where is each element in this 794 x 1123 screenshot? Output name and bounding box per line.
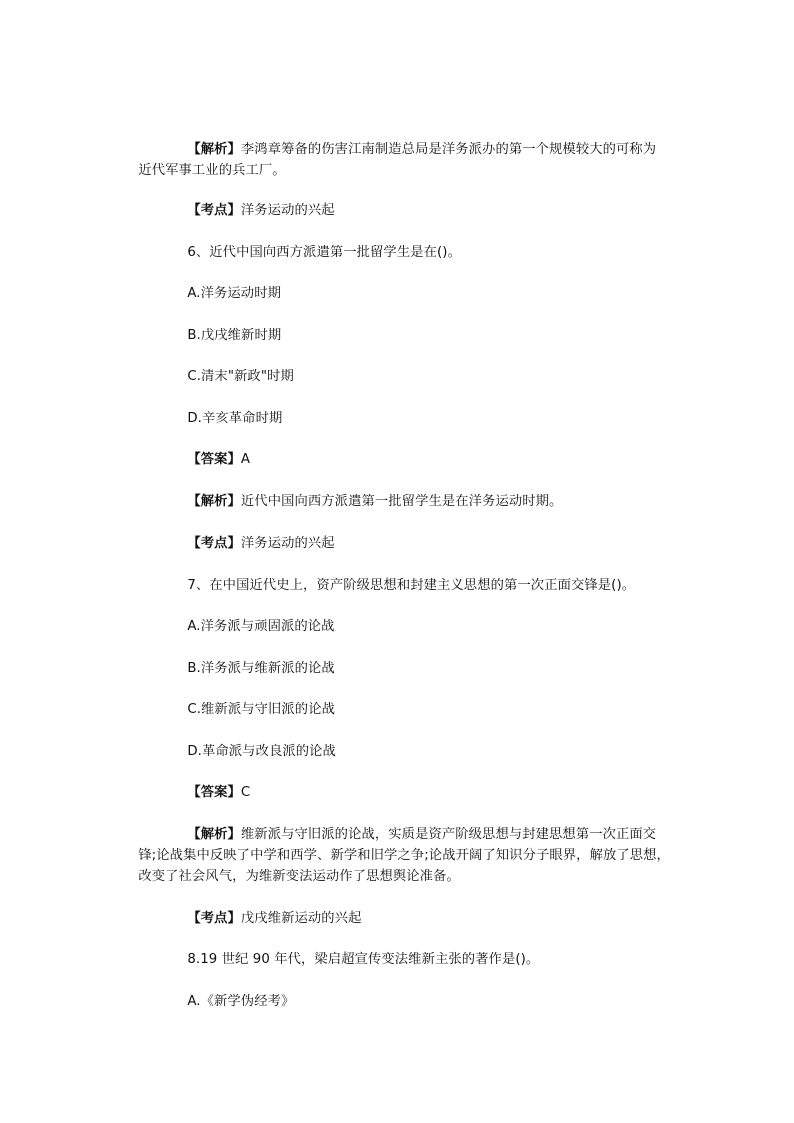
analysis-text: 李鸿章筹备的伤害江南制造总局是洋务派办的第一个规模较大的可称为 <box>240 142 657 157</box>
option-6a-text: A.洋务运动时期 <box>187 286 281 301</box>
question-6-text: 6、近代中国向西方派遣第一批留学生是在()。 <box>187 245 461 260</box>
analysis-text-cont: 锋;论战集中反映了中学和西学、新学和旧学之争;论战开阔了知识分子眼界，解放了思想， <box>138 848 670 863</box>
topic-text: 洋务运动的兴起 <box>240 203 335 218</box>
option-8a <box>170 972 680 1032</box>
topic-text: 戊戌维新运动的兴起 <box>240 911 362 926</box>
option-6c-text: C.清末"新政"时期 <box>187 369 294 384</box>
analysis-tag: 【解析】 <box>187 494 241 509</box>
analysis-tag: 【解析】 <box>187 827 241 842</box>
answer-text: A <box>240 452 251 467</box>
option-6b-text: B.戊戌维新时期 <box>187 328 282 343</box>
analysis-text: 近代中国向西方派遣第一批留学生是在洋务运动时期。 <box>240 494 563 509</box>
topic-tag: 【考点】 <box>187 536 241 551</box>
option-7c-text: C.维新派与守旧派的论战 <box>187 702 335 717</box>
topic-tag: 【考点】 <box>187 911 241 926</box>
analysis-text-cont2: 改变了社会风气，为维新变法运动作了思想舆论准备。 <box>138 869 460 884</box>
option-8a-text: A.《新学伪经考》 <box>187 994 295 1009</box>
option-7b-text: B.洋务派与维新派的论战 <box>187 661 335 676</box>
analysis-text-cont: 近代军事工业的兵工厂。 <box>138 163 286 178</box>
option-6d-text: D.辛亥革命时期 <box>187 411 283 426</box>
answer-tag: 【答案】 <box>187 785 241 800</box>
question-7-text: 7、在中国近代史上，资产阶级思想和封建主义思想的第一次正面交锋是()。 <box>187 578 636 593</box>
option-7d-text: D.革命派与改良派的论战 <box>187 744 336 759</box>
answer-tag: 【答案】 <box>187 452 241 467</box>
option-7a-text: A.洋务派与顽固派的论战 <box>187 619 335 634</box>
answer-text: C <box>240 785 251 800</box>
question-8-text: 8.19 世纪 90 年代，梁启超宣传变法维新主张的著作是()。 <box>187 952 540 967</box>
analysis-text: 维新派与守旧派的论战，实质是资产阶级思想与封建思想第一次正面交 <box>240 827 657 842</box>
analysis-tag: 【解析】 <box>187 142 241 157</box>
topic-tag: 【考点】 <box>187 203 241 218</box>
topic-text: 洋务运动的兴起 <box>240 536 335 551</box>
